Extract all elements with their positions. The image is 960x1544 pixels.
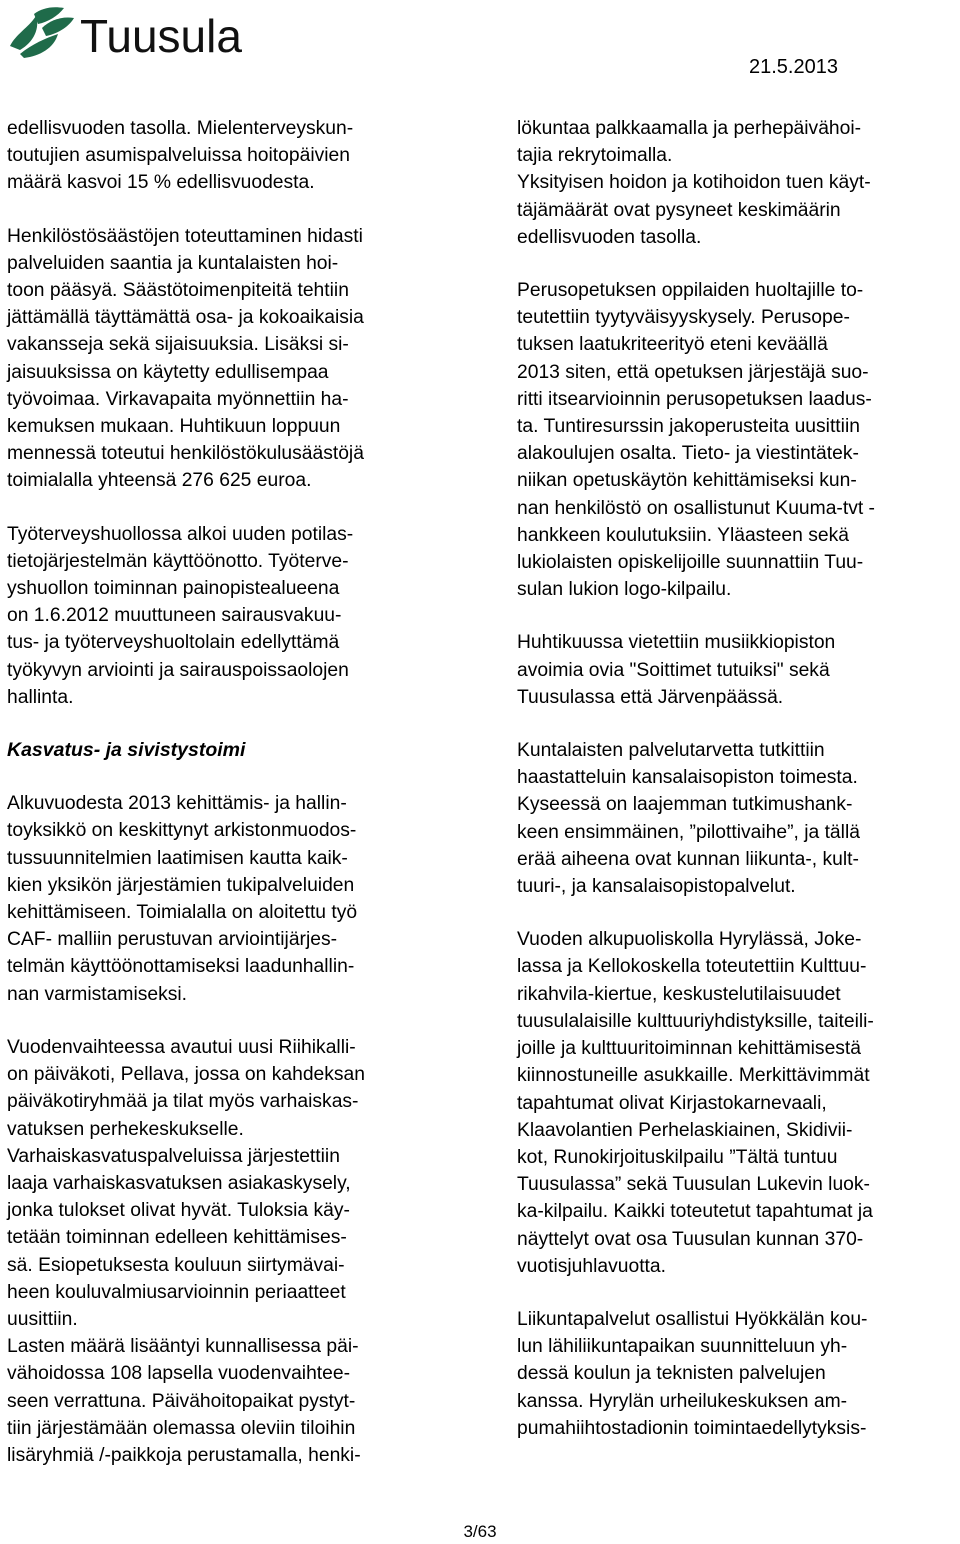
section-heading: Kasvatus- ja sivistystoimi <box>7 739 246 762</box>
paragraph: Perusopetuksen oppilaiden huoltajille to- teutettiin tyytyväisyyskysely. Perusope- tuksen laatukriteerityö eteni keväällä 2013 siten, että opetuksen järjestäjä suo- ritti itsearvioinnin perusopetuksen laadus- ta. Tuntiresurssin jakoperusteita uusittiin alakoulujen osalta. Tieto- ja viestintätek- niikan opetuskäytön kehittämiseksi kun- nan henkilöstö on osallistunut Kuuma-tvt - hankkeen koulutuksiin. Yläasteen sekä lukiolaisten opiskelijoille suunnattiin Tuu- sulan lukion logo-kilpailu. <box>517 280 875 601</box>
right-column <box>517 115 960 1468</box>
paragraph: Kuntalaisten palvelutarvetta tutkittiin haastatteluin kansalaisopiston toimesta. Kyseessä on laajemman tutkimushank- keen ensimmäinen, ”pilottivaihe”, ja tällä erää aiheena ovat kunnan liikunta-, kult- tuuri-, ja kansalaisopistopalvelut. <box>517 740 860 898</box>
leaf-icon <box>6 4 306 66</box>
paragraph: Alkuvuodesta 2013 kehittämis- ja hallin- toyksikkö on keskittynyt arkistonmuodos- tussuunnitelmien laatimisen kautta kaik- kien yksikön järjestämien tukipalveluiden kehittämiseen. Toimialalla on aloitettu työ CAF- malliin perustuvan arviointijärjes- telmän käyttöönottamiseksi laadunhallin- nan varmistamiseksi. <box>7 793 358 1005</box>
logo-text: Tuusula <box>80 10 242 62</box>
paragraph: Henkilöstösäästöjen toteuttaminen hidasti palveluiden saantia ja kuntalaisten hoi- toon pääsyä. Säästötoimenpiteitä tehtiin jättämällä täyttämättä osa- ja kokoaikaisia vakansseja sekä sijaisuuksia. Lisäksi si- jaisuuksissa on käytetty edullisempaa työvoimaa. Virkavapaita myönnettiin ha- kemuksen mukaan. Huhtikuun loppuun mennessä toteutui henkilöstökulusäästöjä toimialalla yhteensä 276 625 euroa. <box>7 225 364 492</box>
paragraph: edellisvuoden tasolla. Mielenterveyskun- toutujien asumispalveluissa hoitopäivien määrä kasvoi 15 % edellisvuodesta. <box>7 118 354 194</box>
paragraph: Vuodenvaihteessa avautui uusi Riihikalli- on päiväkoti, Pellava, jossa on kahdeksan päiväkotiryhmää ja tilat myös varhaiskas- vatuksen perhekeskukselle. <box>7 1036 366 1140</box>
document-date: 21.5.2013 <box>749 56 838 78</box>
paragraph: Varhaiskasvatuspalveluissa järjestettiin laaja varhaiskasvatuksen asiakaskysely, jonka tulokset olivat hyvät. Tuloksia käy- tetään toiminnan edelleen kehittämises- sä. Esiopetuksesta kouluun siirtymävai- heen kouluvalmiusarvioinnin periaatteet uusittiin. <box>7 1145 351 1330</box>
left-column <box>7 115 453 1495</box>
paragraph: Huhtikuussa vietettiin musiikkiopiston avoimia ovia "Soittimet tutuiksi" sekä Tuusulassa että Järvenpäässä. <box>517 632 836 708</box>
page-number: 3/63 <box>463 1522 497 1541</box>
paragraph: Liikuntapalvelut osallistui Hyökkälän kou- lun lähiliikuntapaikan suunnitteluun yh- dessä koulun ja teknisten palvelujen kanssa. Hyrylän urheilukeskuksen am- pumahiihtostadionin toimintaedellytyksis- <box>517 1308 868 1439</box>
paragraph: Vuoden alkupuoliskolla Hyrylässä, Joke- lassa ja Kellokoskella toteutettiin Kulttuu- rikahvila-kiertue, keskustelutilaisuudet tuusulalaisille kulttuuriyhdistyksille, taiteili- joille ja kulttuuritoiminnan kehittämisestä kiinnostuneille asukkaille. Merkittävimmät tapahtumat olivat Kirjastokarnevaali, Klaavolantien Perhelaskiainen, Skidivii- kot, Runokirjoituskilpailu ”Tältä tuntuu Tuusulassa” sekä Tuusulan Lukevin luok- ka-kilpailu. Kaikki toteutetut tapahtumat ja näyttelyt ovat osa Tuusulan kunnan 370- vuotisjuhlavuotta. <box>517 929 874 1277</box>
paragraph: Työterveyshuollossa alkoi uuden potilas- tietojärjestelmän käyttöönotto. Työterve- yshuollon toiminnan painopistealueena on 1.6.2012 muuttuneen sairausvakuu- tus- ja työterveyshuoltolain edellyttämä työkyvyn arviointi ja sairauspoissaolojen hallinta. <box>7 523 354 708</box>
paragraph: Yksityisen hoidon ja kotihoidon tuen käyt- täjämäärät ovat pysyneet keskimäärin edellisvuoden tasolla. <box>517 172 871 248</box>
tuusula-logo <box>6 4 306 66</box>
paragraph: Lasten määrä lisääntyi kunnallisessa päi- vähoidossa 108 lapsella vuodenvaihtee- seen verrattuna. Päivähoitopaikat pystyt- tiin järjestämään olemassa oleviin tiloihin lisäryhmiä /-paikkoja perustamalla, henki- <box>7 1336 361 1466</box>
paragraph: lökuntaa palkkaamalla ja perhepäivähoi- tajia rekrytoimalla. <box>517 118 862 167</box>
